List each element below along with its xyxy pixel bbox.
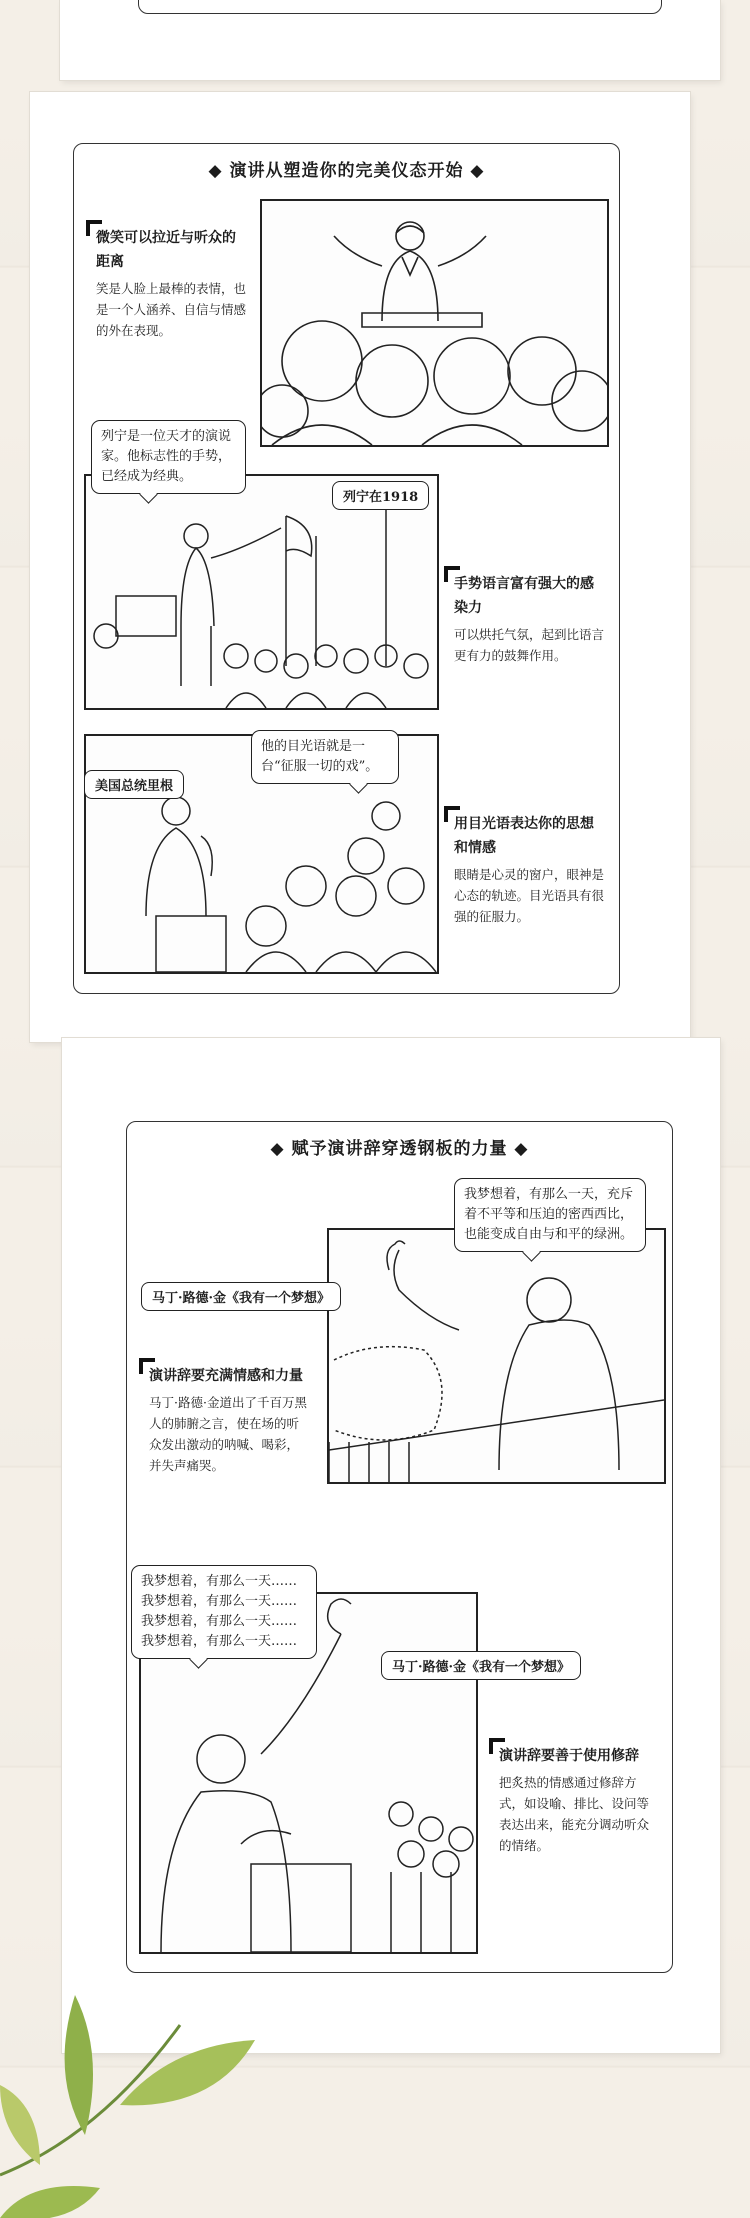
speech-line: 我梦想着，有那么一天……	[141, 1594, 298, 1609]
corner-bracket-icon	[444, 806, 460, 822]
section1-title: ◆ 演讲从塑造你的完美仪态开始 ◆	[208, 161, 485, 181]
section1-caption-smile	[96, 226, 246, 341]
label-lenin: 列宁在1918	[332, 481, 429, 510]
speech-bubble-text: 列宁是一位天才的演说家。他标志性的手势，已经成为经典。	[101, 429, 232, 484]
corner-bracket-icon	[139, 1358, 155, 1374]
caption-title: 手势语言富有强大的感染力	[454, 576, 594, 616]
label-reagan: 美国总统里根	[84, 770, 184, 799]
speech-bubble-text: 他的目光语就是一台“征服一切的戏”。	[261, 739, 379, 774]
section1-panel	[73, 143, 620, 994]
caption-body: 笑是人脸上最棒的表情，也是一个人涵养、自信与情感的外在表现。	[96, 281, 247, 338]
speech-line: 我梦想着，有那么一天……	[141, 1614, 298, 1629]
section1-caption-eyes	[454, 812, 604, 927]
previous-page-panel	[138, 0, 662, 14]
speech-bubble-lenin	[91, 420, 246, 494]
speech-bubble-text: 我梦想着，有那么一天，充斥着不平等和压迫的密西西比，也能变成自由与和平的绿洲。	[464, 1187, 634, 1242]
illustration-mlk-waving	[327, 1228, 666, 1484]
caption-body: 可以烘托气氛，起到比语言更有力的鼓舞作用。	[454, 627, 605, 663]
section2-panel	[126, 1121, 673, 1973]
label-mlk-1: 马丁·路德·金《我有一个梦想》	[141, 1282, 341, 1311]
corner-bracket-icon	[444, 566, 460, 582]
caption-title: 用目光语表达你的思想和情感	[454, 816, 594, 856]
leaf-decoration-icon	[0, 1935, 260, 2218]
caption-title: 微笑可以拉近与听众的距离	[96, 230, 236, 270]
section2-caption-emotion	[149, 1364, 309, 1476]
caption-body: 把炙热的情感通过修辞方式，如设喻、排比、设问等表达出来，能充分调动听众的情绪。	[499, 1775, 650, 1853]
speech-line: 我梦想着，有那么一天……	[141, 1634, 298, 1649]
caption-body: 马丁·路德·金道出了千百万黑人的肺腑之言，使在场的听众发出激动的呐喊、喝彩，并失声痛哭。	[149, 1395, 307, 1473]
section2-caption-rhetoric	[499, 1744, 659, 1856]
speech-bubble-reagan	[251, 730, 399, 784]
caption-body: 眼睛是心灵的窗户，眼神是心态的轨迹。目光语具有很强的征服力。	[454, 867, 605, 924]
speech-bubble-repeat	[131, 1565, 317, 1659]
caption-title: 演讲辞要充满情感和力量	[149, 1368, 303, 1384]
illustration-smiling-speaker	[260, 199, 609, 447]
label-mlk-2: 马丁·路德·金《我有一个梦想》	[381, 1651, 581, 1680]
speech-bubble-dream	[454, 1178, 646, 1252]
corner-bracket-icon	[86, 220, 102, 236]
section2-title: ◆ 赋予演讲辞穿透钢板的力量 ◆	[270, 1139, 529, 1159]
corner-bracket-icon	[489, 1738, 505, 1754]
speech-line: 我梦想着，有那么一天……	[141, 1574, 298, 1589]
caption-title: 演讲辞要善于使用修辞	[499, 1748, 639, 1764]
section1-caption-gesture	[454, 572, 604, 666]
